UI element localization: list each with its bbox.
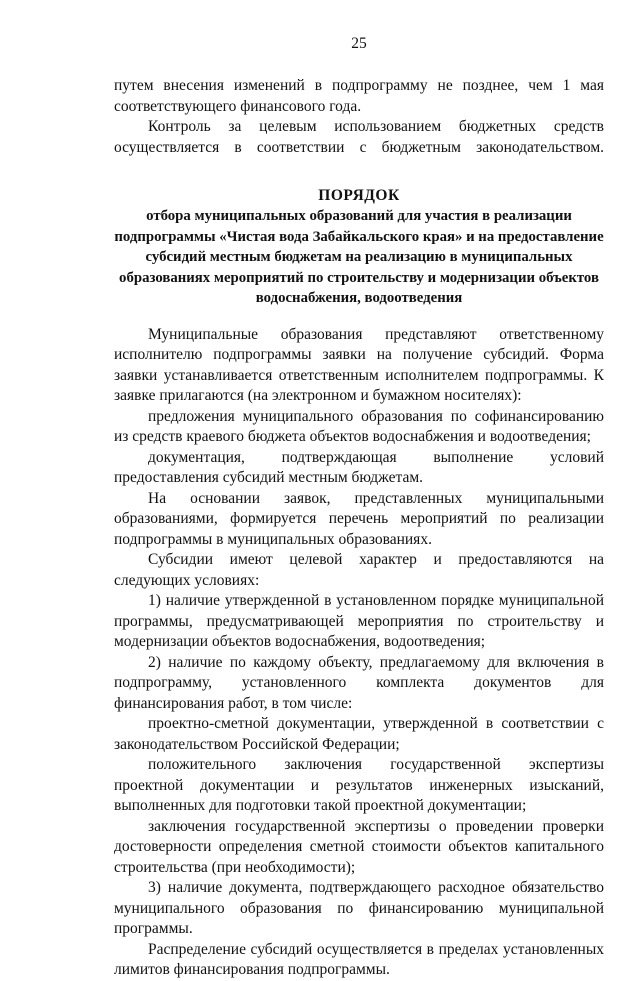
document-subtitle: отбора муниципальных образований для участия в реализации подпрограммы «Чистая вода Забайкальского края» и на предоставление субсидий местным бюджетам на реализацию в муниципальных образованиях мероприятий по строительству и модернизации объектов водоснабжения, водоотведения [114, 208, 604, 306]
condition-item-1: 1) наличие утвержденной в установленном порядке муниципальной программы, предусматривающей мероприятия по строительству и модернизации объектов водоснабжения, водоотведения; [114, 592, 604, 650]
paragraph-design-docs: проектно-сметной документации, утвержденной в соответствии с законодательством Российской Федерации; [114, 715, 604, 753]
paragraph-list-formation: На основании заявок, представленных муниципальными образованиями, формируется перечень мероприятий по реализации подпрограммы в муниципальных образованиях. [114, 489, 604, 548]
paragraph-control: Контроль за целевым использованием бюджетных средств осуществляется в соответствии с бюджетным законодательством. [114, 118, 604, 156]
paragraph-deadline: путем внесения изменений в подпрограмму не позднее, чем 1 мая соответствующего финансового года. [114, 77, 604, 115]
condition-item-3: 3) наличие документа, подтверждающего расходное обязательство муниципального образования по финансированию муниципальной программы. [114, 879, 604, 937]
page-number: 25 [351, 35, 367, 52]
section-gap [114, 309, 604, 325]
paragraph-distribution: Распределение субсидий осуществляется в пределах установленных лимитов финансирования подпрограммы. [114, 940, 604, 978]
condition-item-2: 2) наличие по каждому объекту, предлагаемому для включения в подпрограмму, установленного комплекта документов для финансирования работ, в том числе: [114, 653, 604, 712]
document-title: ПОРЯДОК [318, 187, 400, 204]
paragraph-cost-verification: заключения государственной экспертизы о проведении проверки достоверности определения сметной стоимости объектов капитального строительства (при необходимости); [114, 817, 604, 876]
paragraph-expert-conclusion: положительного заключения государственной экспертизы проектной документации и результатов инженерных изысканий, выполненных для подготовки такой проектной документации; [114, 756, 604, 814]
paragraph-documentation: документация, подтверждающая выполнение условий предоставления субсидий местным бюджетам. [114, 448, 604, 486]
paragraph-conditions-intro: Субсидии имеют целевой характер и предоставляются на следующих условиях: [114, 551, 604, 589]
paragraph-cofinancing: предложения муниципального образования по софинансированию из средств краевого бюджета объектов водоснабжения и водоотведения; [114, 407, 604, 445]
paragraph-applications: Муниципальные образования представляют ответственному исполнителю подпрограммы заявки на получение субсидий. Форма заявки устанавливается ответственным исполнителем подпрограммы. К заявке прилагаются (на электронном и бумажном носителях): [114, 325, 604, 404]
